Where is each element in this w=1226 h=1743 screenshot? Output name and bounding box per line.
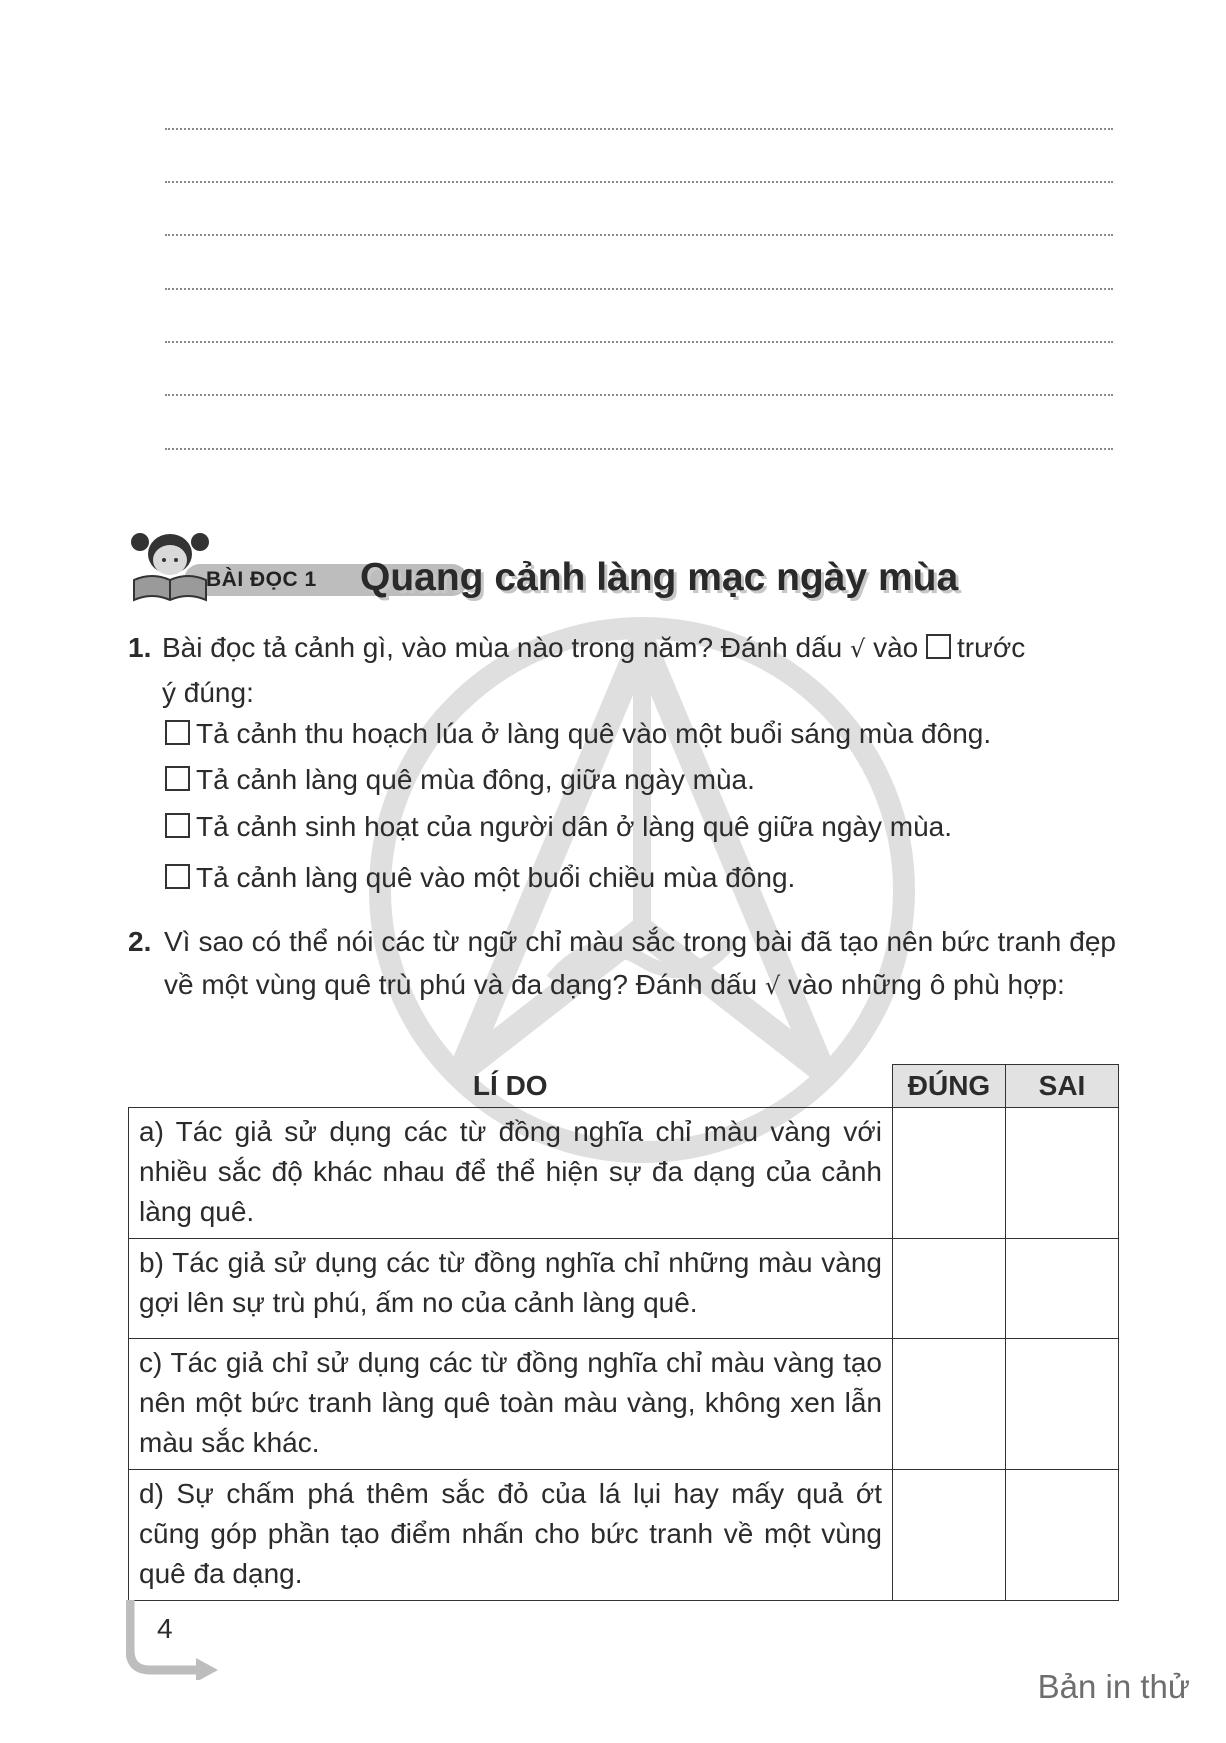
writing-line[interactable] [165,288,1113,290]
reason-table [128,1064,1119,1601]
reason-cell: a) Tác giả sử dụng các từ đồng nghĩa chỉ màu vàng với nhiều sắc độ khác nhau để thể hiện sự đa dạng của cảnh làng quê. [129,1108,893,1239]
question-number: 1. [128,632,152,663]
option-4[interactable] [165,862,795,894]
reason-cell: c) Tác giả chỉ sử dụng các từ đồng nghĩa chỉ màu vàng tạo nên một bức tranh làng quê toàn màu vàng, không xen lẫn màu sắc khác. [129,1339,893,1470]
question-text-line-2: ý đúng: [162,677,254,708]
table-row [129,1470,1119,1601]
option-2[interactable] [165,764,755,796]
question-text: trước [957,632,1026,663]
writing-line[interactable] [165,448,1113,450]
option-label: Tả cảnh sinh hoạt của người dân ở làng quê giữa ngày mùa. [196,811,953,842]
lesson-header [128,528,1028,608]
writing-line[interactable] [165,181,1113,183]
table-header-row [129,1065,1119,1108]
writing-line[interactable] [165,341,1113,343]
false-answer-cell[interactable] [1006,1108,1119,1239]
check-mark-icon: √ [764,972,781,1000]
table-row [129,1108,1119,1239]
true-answer-cell[interactable] [893,1470,1006,1601]
false-answer-cell[interactable] [1006,1339,1119,1470]
false-answer-cell[interactable] [1006,1470,1119,1601]
question-text: vào [873,632,919,663]
option-1[interactable] [165,718,991,750]
question-text: Bài đọc tả cảnh gì, vào mùa nào trong năm? Đánh dấu [162,632,843,663]
question-text: Vì sao có thể nói các từ ngữ chỉ màu sắc trong bài đã tạo nên bức tranh đẹp về một vùng quê trù phú và đa dạng? Đánh dấu [164,926,1116,1000]
table-row [129,1239,1119,1339]
checkbox-icon [926,634,951,659]
question-1 [128,626,1128,716]
header-false: SAI [1006,1065,1119,1108]
header-true: ĐÚNG [893,1065,1006,1108]
reason-cell: b) Tác giả sử dụng các từ đồng nghĩa chỉ những màu vàng gợi lên sự trù phú, ấm no của cảnh làng quê. [129,1239,893,1339]
page-number: 4 [157,1613,173,1644]
header-reason: LÍ DO [472,1069,548,1101]
writing-line[interactable] [165,234,1113,236]
question-number: 2. [128,926,152,957]
question-text: vào những ô phù hợp: [787,969,1065,1000]
question-2 [128,920,1128,1055]
draft-print-note: Bản in thử [1037,1668,1190,1705]
option-label: Tả cảnh làng quê vào một buổi chiều mùa đông. [196,862,796,893]
checkbox[interactable] [165,813,190,838]
option-3[interactable] [165,811,952,843]
girl-reading-icon [128,528,212,602]
page-corner-arrow-icon [126,1600,226,1680]
writing-line[interactable] [165,128,1113,130]
true-answer-cell[interactable] [893,1339,1006,1470]
writing-line[interactable] [165,394,1113,396]
option-label: Tả cảnh làng quê mùa đông, giữa ngày mùa. [196,764,755,795]
true-answer-cell[interactable] [893,1108,1006,1239]
lesson-title: Quang cảnh làng mạc ngày mùa [360,556,959,599]
true-answer-cell[interactable] [893,1239,1006,1339]
check-mark-icon: √ [850,635,866,663]
reason-cell: d) Sự chấm phá thêm sắc đỏ của lá lụi hay mấy quả ớt cũng góp phần tạo điểm nhấn cho bức tranh về một vùng quê đa dạng. [129,1470,893,1601]
false-answer-cell[interactable] [1006,1239,1119,1339]
checkbox[interactable] [165,766,190,791]
checkbox[interactable] [165,864,190,889]
table-row [129,1339,1119,1470]
lesson-badge: BÀI ĐỌC 1 [206,568,317,591]
checkbox[interactable] [165,720,190,745]
option-label: Tả cảnh thu hoạch lúa ở làng quê vào một buổi sáng mùa đông. [196,718,992,749]
